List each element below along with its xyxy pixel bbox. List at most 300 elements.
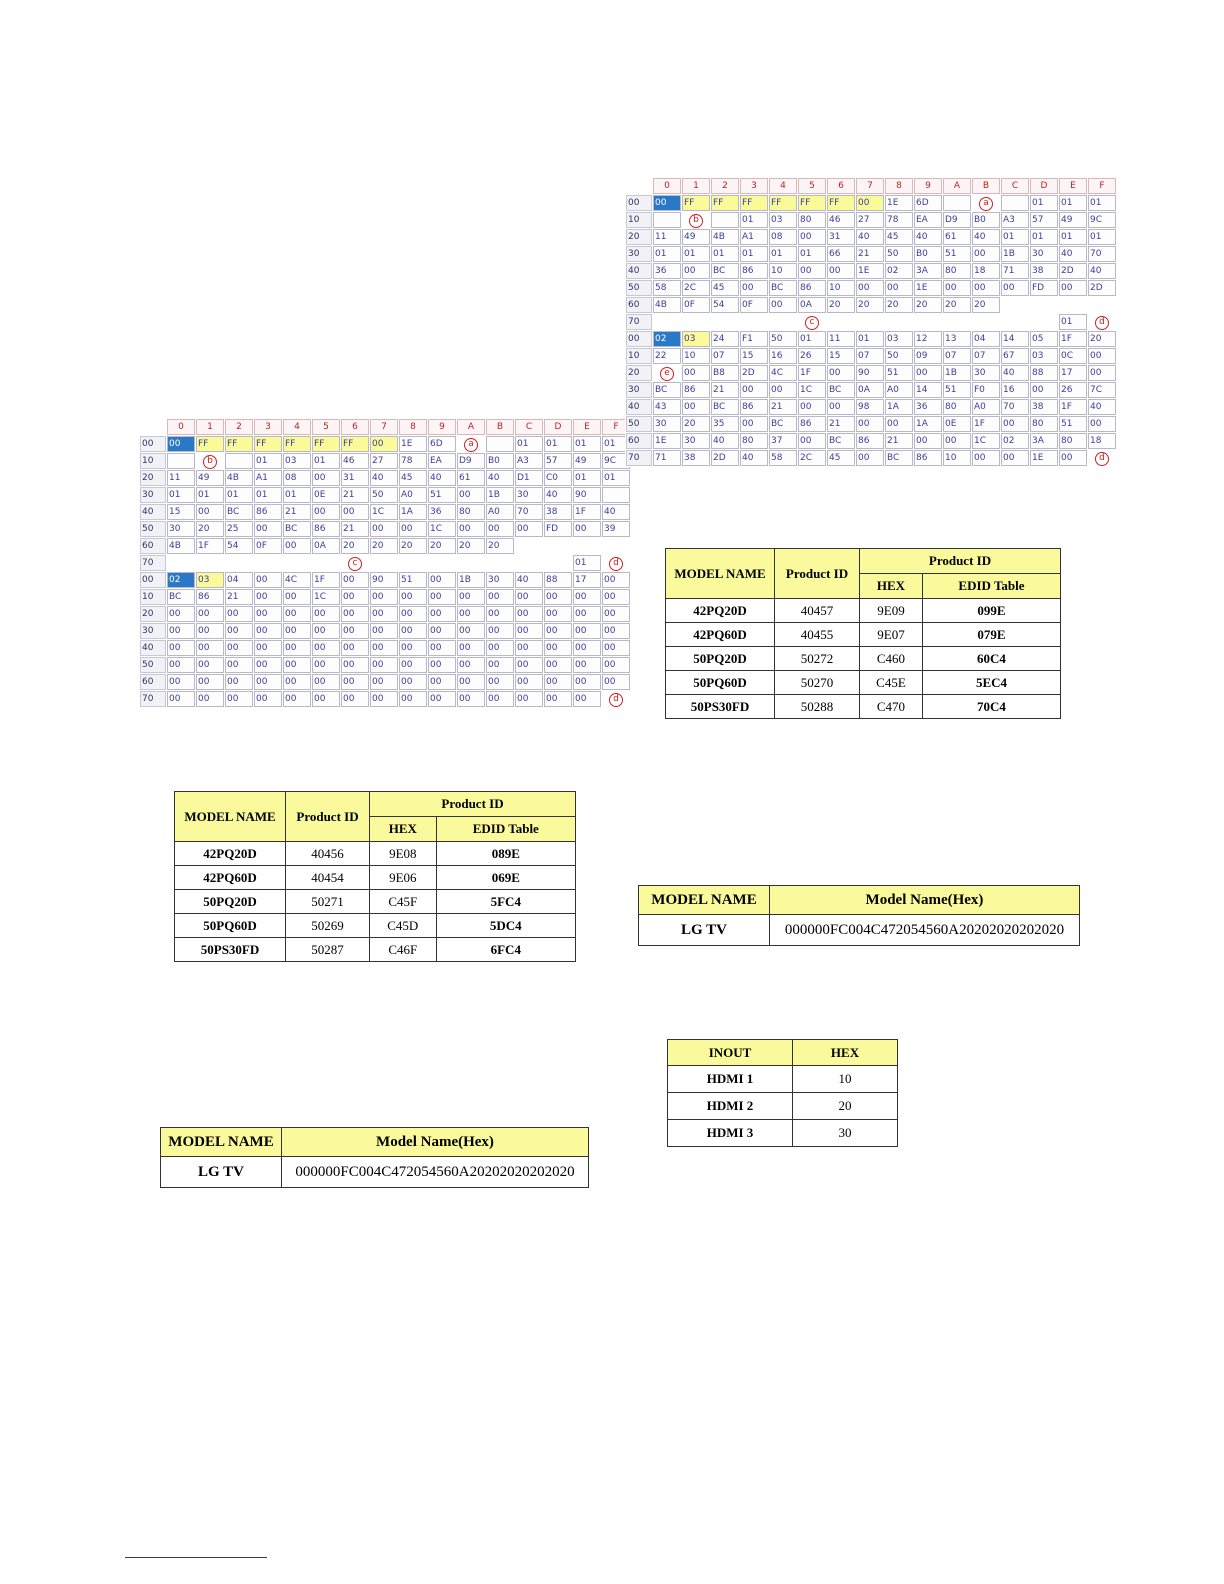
row-offset-label: 00 <box>626 195 652 211</box>
hex-cell-empty <box>972 314 1000 330</box>
hex-cell: FF <box>225 436 253 452</box>
hex-cell: 15 <box>827 348 855 364</box>
pid-cell: 50288 <box>775 695 860 719</box>
hex-cell: 00 <box>341 640 369 656</box>
hex-cell-empty <box>312 555 340 571</box>
hex-cell: 01 <box>254 487 282 503</box>
row-offset-label: 70 <box>140 691 166 707</box>
hex-cell: 36 <box>914 399 942 415</box>
hex-cell: 00 <box>428 589 456 605</box>
hex-cell: 00 <box>602 606 630 622</box>
hex-cell: 00 <box>486 691 514 707</box>
hex-cell: 46 <box>827 212 855 228</box>
hex-cell: 00 <box>196 691 224 707</box>
hex-cell: 57 <box>1030 212 1058 228</box>
table-row <box>175 938 576 962</box>
hex-cell: 1E <box>653 433 681 449</box>
hex-cell: 00 <box>254 657 282 673</box>
hex-cell: 80 <box>943 399 971 415</box>
hex-cell: 00 <box>196 640 224 656</box>
row-offset-label: 20 <box>626 365 652 381</box>
hex-cell: 07 <box>943 348 971 364</box>
hex-cell: 00 <box>341 674 369 690</box>
table-row <box>668 1093 898 1120</box>
header-inout: INOUT <box>668 1040 793 1066</box>
edid-cell: 6FC4 <box>436 938 575 962</box>
hex-cell: 1C <box>972 433 1000 449</box>
hex-cell: 40 <box>914 229 942 245</box>
hex-cell: BC <box>769 280 797 296</box>
hex-cell: 00 <box>457 640 485 656</box>
hex-cell: 49 <box>682 229 710 245</box>
hex-cell: 9E09 <box>860 599 923 623</box>
hex-cell: 4B <box>167 538 195 554</box>
hex-cell: 90 <box>370 572 398 588</box>
column-header: C <box>515 419 543 435</box>
hex-cell: C0 <box>544 470 572 486</box>
hex-cell: 00 <box>428 640 456 656</box>
hex-cell: 01 <box>167 487 195 503</box>
hex-cell: 10 <box>827 280 855 296</box>
hex-cell: 13 <box>943 331 971 347</box>
column-header: 4 <box>283 419 311 435</box>
hex-cell: A3 <box>515 453 543 469</box>
hex-cell: 00 <box>312 674 340 690</box>
hex-cell-empty <box>515 555 543 571</box>
hex-cell: 0F <box>682 297 710 313</box>
hex-cell: 20 <box>1088 331 1116 347</box>
hex-cell: 45 <box>399 470 427 486</box>
hex-cell: 61 <box>457 470 485 486</box>
model-name-table-right <box>638 885 1080 946</box>
hex-cell: FD <box>1030 280 1058 296</box>
hex-cell: 21 <box>341 521 369 537</box>
hex-cell: 00 <box>370 640 398 656</box>
hex-cell: A1 <box>254 470 282 486</box>
edid-cell: 079E <box>922 623 1060 647</box>
table-row <box>175 890 576 914</box>
hex-cell: FF <box>254 436 282 452</box>
hex-cell: FF <box>798 195 826 211</box>
column-header: 7 <box>856 178 884 194</box>
hex-cell-empty <box>1088 297 1116 313</box>
hex-cell: 00 <box>283 606 311 622</box>
hex-cell-empty <box>769 314 797 330</box>
hex-cell: 00 <box>370 623 398 639</box>
hex-cell: 2D <box>1059 263 1087 279</box>
hex-cell-empty <box>1001 195 1029 211</box>
model-cell: 50PQ20D <box>666 647 775 671</box>
hex-cell: 40 <box>856 229 884 245</box>
hex-cell: 00 <box>486 640 514 656</box>
row-offset-label: 70 <box>140 555 166 571</box>
pid-cell: 50272 <box>775 647 860 671</box>
hex-cell: 00 <box>457 657 485 673</box>
hex-cell: 00 <box>457 606 485 622</box>
table-row <box>175 866 576 890</box>
hex-cell: 80 <box>943 263 971 279</box>
hex-cell: 86 <box>196 589 224 605</box>
hex-cell: 1B <box>486 487 514 503</box>
hex-cell: 03 <box>196 572 224 588</box>
hex-cell: C45E <box>860 671 923 695</box>
row-offset-label: 30 <box>626 246 652 262</box>
model-cell: 50PS30FD <box>175 938 286 962</box>
hex-row <box>140 487 630 503</box>
hex-cell: D9 <box>943 212 971 228</box>
hex-cell: 00 <box>283 589 311 605</box>
hex-row <box>626 212 1116 228</box>
hex-cell: 00 <box>914 365 942 381</box>
hex-cell: 6D <box>428 436 456 452</box>
header-hex: HEX <box>860 574 923 599</box>
hex-cell: 40 <box>428 470 456 486</box>
hex-cell: 00 <box>428 674 456 690</box>
hex-cell: 00 <box>167 606 195 622</box>
hex-cell: 9E08 <box>370 842 437 866</box>
row-offset-label: 00 <box>626 331 652 347</box>
hex-cell: 11 <box>827 331 855 347</box>
row-offset-label: 10 <box>140 589 166 605</box>
hex-cell: 00 <box>1001 416 1029 432</box>
hex-cell: 80 <box>740 433 768 449</box>
hex-cell: 49 <box>196 470 224 486</box>
hex-cell: 4B <box>225 470 253 486</box>
hex-cell: 03 <box>283 453 311 469</box>
hex-row <box>626 263 1116 279</box>
hex-cell: 00 <box>399 623 427 639</box>
hex-cell: 26 <box>798 348 826 364</box>
row-offset-label: 40 <box>626 399 652 415</box>
pid-cell: 40454 <box>286 866 370 890</box>
header-model-name-hex: Model Name(Hex) <box>282 1128 589 1157</box>
hex-cell: 61 <box>943 229 971 245</box>
hex-cell: 00 <box>283 640 311 656</box>
column-header: E <box>1059 178 1087 194</box>
hex-cell: 20 <box>341 538 369 554</box>
hex-cell: 00 <box>167 640 195 656</box>
hex-cell: 00 <box>769 382 797 398</box>
model-cell: 50PQ60D <box>175 914 286 938</box>
hex-cell: 1E <box>885 195 913 211</box>
hex-cell: 00 <box>544 606 572 622</box>
hex-cell: BC <box>283 521 311 537</box>
grid-corner <box>140 419 166 435</box>
hex-cell-empty <box>457 555 485 571</box>
row-offset-label: 10 <box>626 348 652 364</box>
hex-cell: 01 <box>225 487 253 503</box>
hex-row <box>140 555 630 571</box>
hex-cell: 22 <box>653 348 681 364</box>
hex-cell: C470 <box>860 695 923 719</box>
hex-cell: 00 <box>1088 416 1116 432</box>
hex-cell: 00 <box>544 589 572 605</box>
hex-cell-empty <box>711 314 739 330</box>
pid-cell: 40457 <box>775 599 860 623</box>
hex-cell: 00 <box>798 399 826 415</box>
row-offset-label: 30 <box>140 487 166 503</box>
hex-cell: FF <box>312 436 340 452</box>
hex-cell: 20 <box>972 297 1000 313</box>
column-header: 0 <box>653 178 681 194</box>
row-offset-label: 00 <box>140 436 166 452</box>
hex-row <box>140 623 630 639</box>
hex-cell: 00 <box>573 640 601 656</box>
hex-cell: 00 <box>254 691 282 707</box>
hex-cell: 9C <box>1088 212 1116 228</box>
hex-cell-empty <box>943 314 971 330</box>
hex-cell: 00 <box>602 657 630 673</box>
hex-cell: 00 <box>312 504 340 520</box>
hex-cell-empty <box>370 555 398 571</box>
hex-cell: 00 <box>283 538 311 554</box>
hex-cell: 10 <box>943 450 971 466</box>
hex-row <box>626 399 1116 415</box>
hex-row <box>140 538 630 554</box>
model-cell: 42PQ60D <box>175 866 286 890</box>
hex-cell: 00 <box>399 691 427 707</box>
hex-cell: 10 <box>769 263 797 279</box>
model-cell: 42PQ20D <box>666 599 775 623</box>
hex-cell: 38 <box>682 450 710 466</box>
model-cell: LG TV <box>639 915 770 946</box>
hex-cell: 00 <box>341 589 369 605</box>
hex-row <box>626 450 1116 466</box>
hex-cell: 00 <box>254 589 282 605</box>
column-header: D <box>1030 178 1058 194</box>
hex-cell: FF <box>283 436 311 452</box>
hex-row <box>626 297 1116 313</box>
hex-cell: 00 <box>798 229 826 245</box>
hex-cell: 00 <box>856 450 884 466</box>
hex-cell: 39 <box>602 521 630 537</box>
table-row <box>639 915 1080 946</box>
hex-cell: 01 <box>515 436 543 452</box>
inout-hex-table <box>667 1039 898 1147</box>
hex-cell: 00 <box>167 623 195 639</box>
hex-cell: C460 <box>860 647 923 671</box>
hex-cell: 20 <box>885 297 913 313</box>
hex-cell: 80 <box>1059 433 1087 449</box>
hex-cell: 0A <box>312 538 340 554</box>
column-header: A <box>943 178 971 194</box>
column-header: 5 <box>798 178 826 194</box>
annotation-marker: c <box>798 314 826 330</box>
hex-cell: 00 <box>370 589 398 605</box>
hex-cell: 88 <box>544 572 572 588</box>
hex-cell: 1F <box>798 365 826 381</box>
hex-cell: 14 <box>914 382 942 398</box>
table-row <box>666 647 1061 671</box>
hex-cell-empty <box>428 555 456 571</box>
header-product-id-group: Product ID <box>860 549 1061 574</box>
hex-cell: 0A <box>798 297 826 313</box>
hex-cell: 00 <box>312 657 340 673</box>
hex-cell: 00 <box>515 606 543 622</box>
hex-cell: 20 <box>914 297 942 313</box>
hex-cell: 0F <box>254 538 282 554</box>
hex-cell: 00 <box>573 606 601 622</box>
table-row <box>666 599 1061 623</box>
column-header: 9 <box>914 178 942 194</box>
hex-cell: 00 <box>399 606 427 622</box>
hex-cell: 00 <box>544 691 572 707</box>
edid-cell: 60C4 <box>922 647 1060 671</box>
hex-cell: 09 <box>914 348 942 364</box>
hex-cell: 70 <box>1001 399 1029 415</box>
hex-cell-empty <box>682 314 710 330</box>
hex-cell: FF <box>341 436 369 452</box>
hex-cell: 21 <box>711 382 739 398</box>
header-model-name: MODEL NAME <box>666 549 775 599</box>
hex-cell: 00 <box>341 572 369 588</box>
hex-cell: 00 <box>1030 382 1058 398</box>
hex-cell: 21 <box>769 399 797 415</box>
edid-cell: 5FC4 <box>436 890 575 914</box>
hex-cell: 43 <box>653 399 681 415</box>
hex-cell: 2D <box>1088 280 1116 296</box>
hex-cell: 00 <box>457 589 485 605</box>
hex-cell: 00 <box>515 589 543 605</box>
hex-cell: A3 <box>1001 212 1029 228</box>
hex-cell: BC <box>769 416 797 432</box>
hex-cell-empty <box>602 538 630 554</box>
hex-cell-empty <box>167 555 195 571</box>
row-offset-label: 60 <box>626 297 652 313</box>
hex-cell: 38 <box>1030 399 1058 415</box>
column-header: 7 <box>370 419 398 435</box>
hex-cell: 1E <box>399 436 427 452</box>
hex-cell: 00 <box>370 521 398 537</box>
hex-cell: 71 <box>1001 263 1029 279</box>
hex-cell: 00 <box>827 263 855 279</box>
hex-row <box>140 589 630 605</box>
column-header: A <box>457 419 485 435</box>
annotation-marker: a <box>972 195 1000 211</box>
hex-cell: 03 <box>682 331 710 347</box>
hex-cell: 54 <box>711 297 739 313</box>
model-hex-cell: 000000FC004C472054560A20202020202020 <box>282 1157 589 1188</box>
hex-cell: 51 <box>943 382 971 398</box>
hex-cell: 08 <box>769 229 797 245</box>
hex-cell: 00 <box>972 246 1000 262</box>
hex-cell: 4B <box>711 229 739 245</box>
hex-cell: 10 <box>682 348 710 364</box>
hex-cell-empty <box>602 487 630 503</box>
hex-cell: 01 <box>798 331 826 347</box>
edid-hex-grid-left <box>139 418 631 708</box>
hex-cell: A1 <box>740 229 768 245</box>
hex-cell: 00 <box>225 640 253 656</box>
hex-cell: 01 <box>682 246 710 262</box>
hex-cell: 46 <box>341 453 369 469</box>
hex-cell: 00 <box>515 674 543 690</box>
hex-cell: B0 <box>972 212 1000 228</box>
hex-cell: 31 <box>827 229 855 245</box>
column-header: 3 <box>254 419 282 435</box>
hex-cell: 51 <box>943 246 971 262</box>
column-header: 0 <box>167 419 195 435</box>
hex-cell: 1B <box>457 572 485 588</box>
hex-cell-empty <box>254 555 282 571</box>
hex-row <box>626 365 1116 381</box>
hex-cell: 78 <box>885 212 913 228</box>
hex-cell: 21 <box>885 433 913 449</box>
hex-cell: 49 <box>1059 212 1087 228</box>
table-row <box>666 671 1061 695</box>
hex-cell: 00 <box>225 657 253 673</box>
hex-cell: 40 <box>602 504 630 520</box>
column-header: 9 <box>428 419 456 435</box>
hex-cell: 20 <box>399 538 427 554</box>
hex-cell: 4C <box>283 572 311 588</box>
hex-cell: 21 <box>225 589 253 605</box>
hex-cell: 00 <box>399 589 427 605</box>
hex-cell: BC <box>711 399 739 415</box>
annotation-marker: d <box>602 555 630 571</box>
hex-cell: 16 <box>1001 382 1029 398</box>
hex-cell: FF <box>740 195 768 211</box>
hex-cell: 01 <box>312 453 340 469</box>
column-header: 8 <box>885 178 913 194</box>
hex-row <box>140 521 630 537</box>
edid-hex-grid-right <box>625 177 1117 467</box>
pid-cell: 40456 <box>286 842 370 866</box>
hex-cell: 00 <box>312 606 340 622</box>
hex-cell: 4B <box>653 297 681 313</box>
hex-cell: 20 <box>370 538 398 554</box>
hex-cell: 00 <box>312 470 340 486</box>
hex-cell: 01 <box>769 246 797 262</box>
hex-cell: 0F <box>740 297 768 313</box>
hex-cell: 00 <box>399 521 427 537</box>
hex-cell: 9E07 <box>860 623 923 647</box>
hex-cell: 00 <box>399 674 427 690</box>
inout-name-cell: HDMI 2 <box>668 1093 793 1120</box>
hex-cell: 40 <box>544 487 572 503</box>
hex-cell: 01 <box>544 436 572 452</box>
hex-cell: 00 <box>370 691 398 707</box>
row-offset-label: 70 <box>626 314 652 330</box>
hex-cell: 00 <box>428 691 456 707</box>
hex-cell: 18 <box>972 263 1000 279</box>
hex-cell: 00 <box>254 623 282 639</box>
hex-cell: 00 <box>740 416 768 432</box>
hex-row <box>140 572 630 588</box>
hex-cell: 04 <box>972 331 1000 347</box>
hex-cell: 02 <box>653 331 681 347</box>
model-cell: 50PS30FD <box>666 695 775 719</box>
hex-row <box>140 674 630 690</box>
hex-row <box>626 331 1116 347</box>
hex-cell: 03 <box>769 212 797 228</box>
hex-cell: A0 <box>399 487 427 503</box>
header-product-id: Product ID <box>775 549 860 599</box>
hex-cell: 00 <box>341 657 369 673</box>
hex-row <box>140 504 630 520</box>
hex-cell: 86 <box>740 399 768 415</box>
hex-cell: 00 <box>196 504 224 520</box>
hex-cell: BC <box>653 382 681 398</box>
hex-cell-empty <box>225 453 253 469</box>
hex-cell: 1C <box>428 521 456 537</box>
column-header: 3 <box>740 178 768 194</box>
hex-cell: 50 <box>370 487 398 503</box>
hex-cell: EA <box>914 212 942 228</box>
hex-cell: 15 <box>167 504 195 520</box>
hex-cell-empty <box>653 212 681 228</box>
hex-cell: 01 <box>1088 229 1116 245</box>
